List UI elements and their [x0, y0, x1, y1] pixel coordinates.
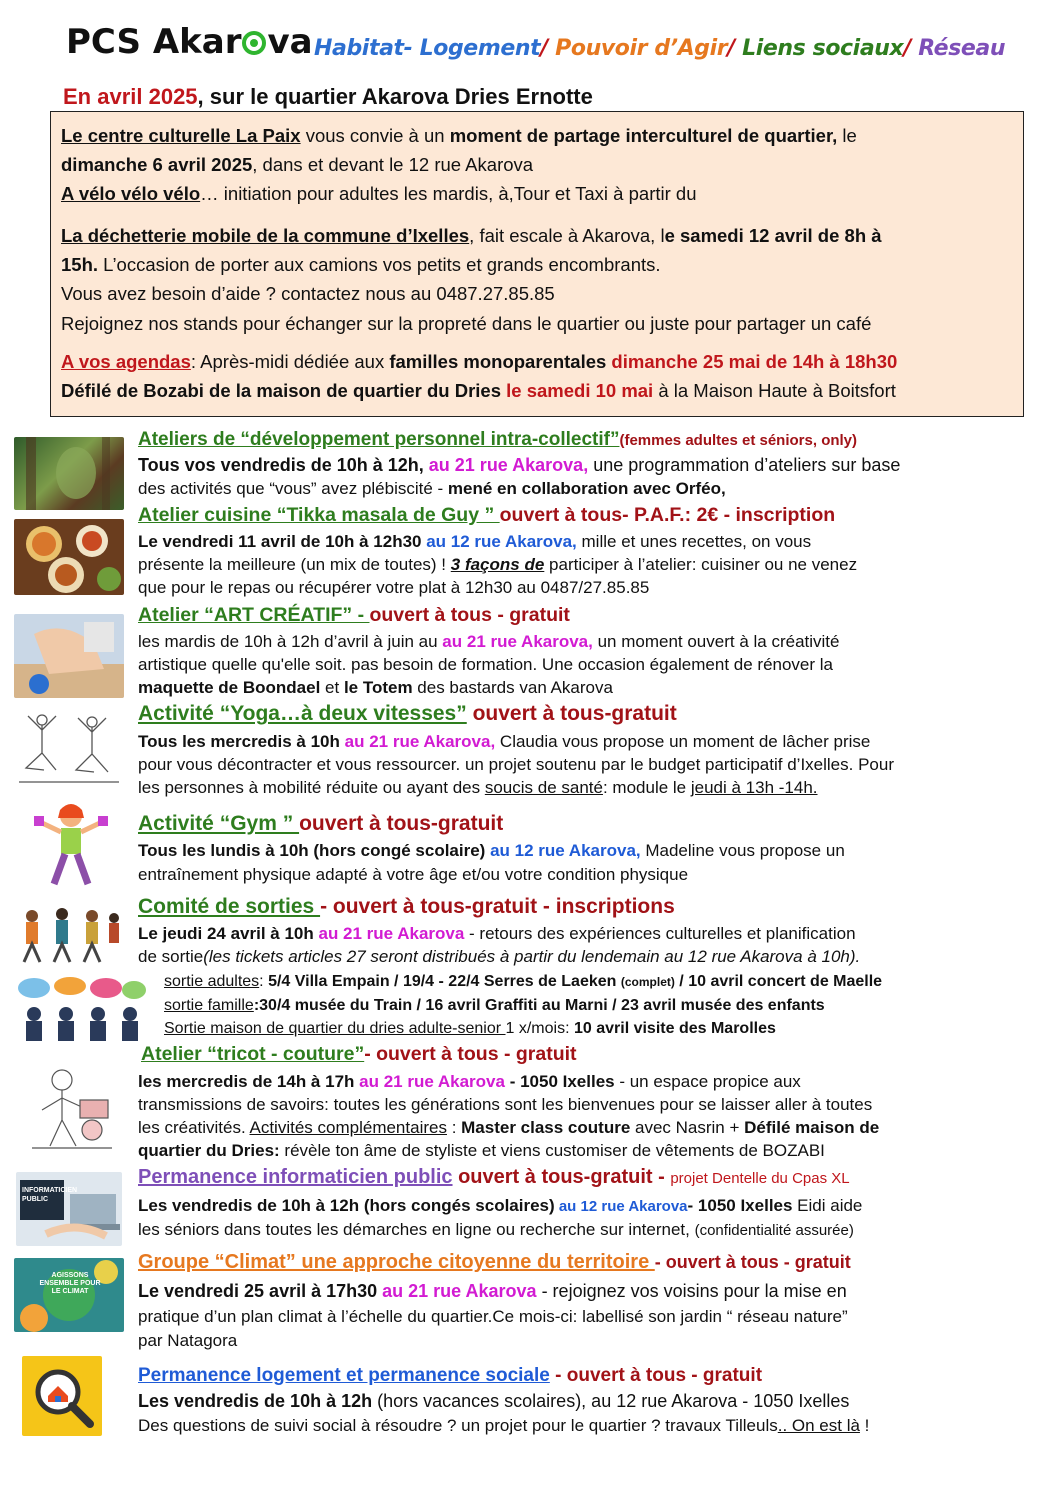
activity-gym-line-2: entraînement physique adapté à votre âge et/ou votre condition physique: [138, 865, 689, 884]
activity-informaticien-line-2: les séniors dans toutes les démarches en ligne ou recherche sur internet, (confidentialité assurée): [138, 1220, 854, 1239]
logo-text: PCS Akar va: [66, 22, 313, 62]
activity-developpement-line-2: des activités que “vous” avez plébiscité - mené en collaboration avec Orféo,: [138, 479, 726, 498]
activity-climat-line-2: pratique d’un plan climat à l’échelle du quartier.Ce mois-ci: labellisé son jardin “ réseau nature”: [138, 1307, 848, 1326]
activity-yoga-line-2: pour vous décontracter et vous ressourcer. un projet soutenu par le budget participatif d’Ixelles. Pour: [138, 755, 894, 774]
activity-climat-line-3: par Natagora: [138, 1331, 238, 1350]
activity-gym-line-1: Tous les lundis à 10h (hors congé scolaire) au 12 rue Akarova, Madeline vous propose un: [138, 841, 845, 860]
hikers-image: [14, 904, 124, 964]
activity-sorties-line-2: de sortie(les tickets articles 27 seront distribués à partir du lendemain au 12 rue Akarova à 10h).: [138, 947, 861, 966]
activity-title-sorties: Comité de sorties - ouvert à tous-gratuit - inscriptions: [138, 895, 675, 918]
activity-title-gym: Activité “Gym ” ouvert à tous-gratuit: [138, 812, 504, 835]
box-line-4: La déchetterie mobile de la commune d’Ixelles, fait escale à Akarova, le samedi 12 avril de 8h à: [61, 225, 882, 246]
box-line-1: Le centre culturelle La Paix vous convie à un moment de partage interculturel de quartier, le: [61, 125, 857, 146]
activity-art-line-1: les mardis de 10h à 12h d’avril à juin au au 21 rue Akarova, un moment ouvert à la créativité: [138, 632, 840, 651]
sortie-adultes-line: sortie adultes: 5/4 Villa Empain / 19/4 - 22/4 Serres de Laeken (complet) / 10 avril concert de Maelle: [164, 973, 883, 990]
activity-tricot-line-3: les créativités. Activités complémentaires : Master class couture avec Nasrin + Défilé maison de: [138, 1118, 880, 1137]
announcement-box: [50, 111, 1024, 417]
activity-yoga-line-1: Tous les mercredis à 10h au 21 rue Akarova, Claudia vous propose un moment de lâcher prise: [138, 732, 871, 751]
activity-logement-line-2: Des questions de suivi social à résoudre ? un projet pour le quartier ? travaux Tilleuls.. On est là !: [138, 1416, 870, 1435]
art-craft-image: [14, 614, 124, 698]
box-line-2: dimanche 6 avril 2025, dans et devant le 12 rue Akarova: [61, 154, 534, 175]
box-line-9: Défilé de Bozabi de la maison de quartier du Dries le samedi 10 mai à la Maison Haute à Boitsfort: [61, 380, 896, 401]
activity-cuisine-line-3: que pour le repas ou récupérer votre plat à 12h30 au 0487/27.85.85: [138, 578, 650, 597]
tagline-liens: Liens sociaux: [742, 36, 904, 61]
activity-title-logement: Permanence logement et permanence sociale - ouvert à tous - gratuit: [138, 1365, 763, 1386]
gym-figure-image: [32, 802, 110, 890]
activity-yoga-line-3: les personnes à mobilité réduite ou ayant des soucis de santé: module le jeudi à 13h -14h.: [138, 778, 818, 797]
yoga-drawing-image: [14, 708, 124, 792]
activity-cuisine-line-2: présente la meilleure (un mix de toutes) ! 3 façons de participer à l’atelier: cuisiner ou ne venez: [138, 555, 858, 574]
nature-hands-image: [14, 437, 124, 510]
activity-title-climat: Groupe “Climat” une approche citoyenne du territoire - ouvert à tous - gratuit: [138, 1251, 851, 1273]
logo: [66, 22, 313, 62]
activity-title-tricot: Atelier “tricot - couture”- ouvert à tous - gratuit: [141, 1043, 577, 1065]
sortie-maison-line: Sortie maison de quartier du dries adulte-senior 1 x/mois: 10 avril visite des Marolles: [164, 1020, 776, 1037]
climat-thumb-text: AGISSONS ENSEMBLE POUR LE CLIMAT: [39, 1272, 101, 1295]
box-line-6: Vous avez besoin d’aide ? contactez nous au 0487.27.85.85: [61, 283, 555, 304]
logo-o-icon: [242, 31, 266, 55]
activity-informaticien-line-1: Les vendredis de 10h à 12h (hors congés scolaires) au 12 rue Akarova- 1050 Ixelles Eidi aide: [138, 1196, 863, 1215]
activity-developpement-line-1: Tous vos vendredis de 10h à 12h, au 21 rue Akarova, une programmation d’ateliers sur base: [138, 455, 901, 475]
activity-tricot-line-1: les mercredis de 14h à 17h au 21 rue Akarova - 1050 Ixelles - un espace propice aux: [138, 1072, 801, 1091]
climat-poster-image: [14, 1258, 124, 1332]
activity-sorties-line-1: Le jeudi 24 avril à 10h au 21 rue Akarova - retours des expériences culturelles et planification: [138, 924, 856, 943]
housing-search-icon: [22, 1356, 102, 1436]
activity-logement-line-1: Les vendredis de 10h à 12h (hors vacances scolaires), au 12 rue Akarova - 1050 Ixelles: [138, 1391, 850, 1411]
box-line-3: A vélo vélo vélo… initiation pour adultes les mardis, à,Tour et Taxi à partir du: [61, 183, 697, 204]
activity-art-line-3: maquette de Boondael et le Totem des bastards van Akarova: [138, 678, 613, 697]
tagline: Habitat- Logement/ Pouvoir d’Agir/ Liens sociaux/ Réseau: [314, 36, 1006, 61]
activity-art-line-2: artistique quelle qu'elle soit. pas besoin de formation. Une occasion également de rénover la: [138, 655, 833, 674]
activity-title-cuisine: Atelier cuisine “Tikka masala de Guy ” ouvert à tous- P.A.F.: 2€ - inscription: [138, 504, 836, 526]
activity-tricot-line-2: transmissions de savoirs: toutes les générations sont les bienvenues pour se laisser aller à toutes: [138, 1095, 873, 1114]
tagline-reseau: Réseau: [918, 36, 1006, 61]
activity-title-developpement: Ateliers de “développement personnel intra-collectif”(femmes adultes et séniors, only): [138, 429, 858, 450]
box-line-5: 15h. L’occasion de porter aux camions vos petits et grands encombrants.: [61, 254, 661, 275]
tagline-habitat: Habitat- Logement: [314, 36, 541, 61]
activity-title-art: Atelier “ART CRÉATIF” - ouvert à tous - gratuit: [138, 604, 570, 626]
informaticien-image: [16, 1172, 122, 1246]
month-heading: En avril 2025, sur le quartier Akarova Dries Ernotte: [63, 84, 593, 109]
box-line-8: A vos agendas: Après-midi dédiée aux familles monoparentales dimanche 25 mai de 14h à 18h30: [61, 351, 898, 372]
activity-title-yoga: Activité “Yoga…à deux vitesses” ouvert à tous-gratuit: [138, 702, 677, 725]
activity-tricot-line-4: quartier du Dries: révèle ton âme de styliste et viens customiser de vêtements de BOZABI: [138, 1141, 825, 1160]
informaticien-thumb-text: INFORMATICIEN PUBLIC: [22, 1187, 78, 1203]
activity-cuisine-line-1: Le vendredi 11 avril de 10h à 12h30 au 12 rue Akarova, mille et unes recettes, on vous: [138, 532, 812, 551]
activity-title-informaticien: Permanence informaticien public ouvert à tous-gratuit - projet Dentelle du Cpas XL: [138, 1166, 850, 1188]
box-line-7: Rejoignez nos stands pour échanger sur la propreté dans le quartier ou juste pour partager un café: [61, 313, 872, 334]
activity-climat-line-1: Le vendredi 25 avril à 17h30 au 21 rue Akarova - rejoignez vos voisins pour la mise en: [138, 1281, 847, 1301]
sortie-famille-line: sortie famille:30/4 musée du Train / 16 avril Graffiti au Marni / 23 avril musée des enfants: [164, 997, 825, 1014]
meeting-people-image: [14, 976, 148, 1042]
tagline-pouvoir: Pouvoir d’Agir: [555, 36, 728, 61]
sewing-drawing-image: [22, 1060, 116, 1154]
food-dishes-image: [14, 519, 124, 595]
